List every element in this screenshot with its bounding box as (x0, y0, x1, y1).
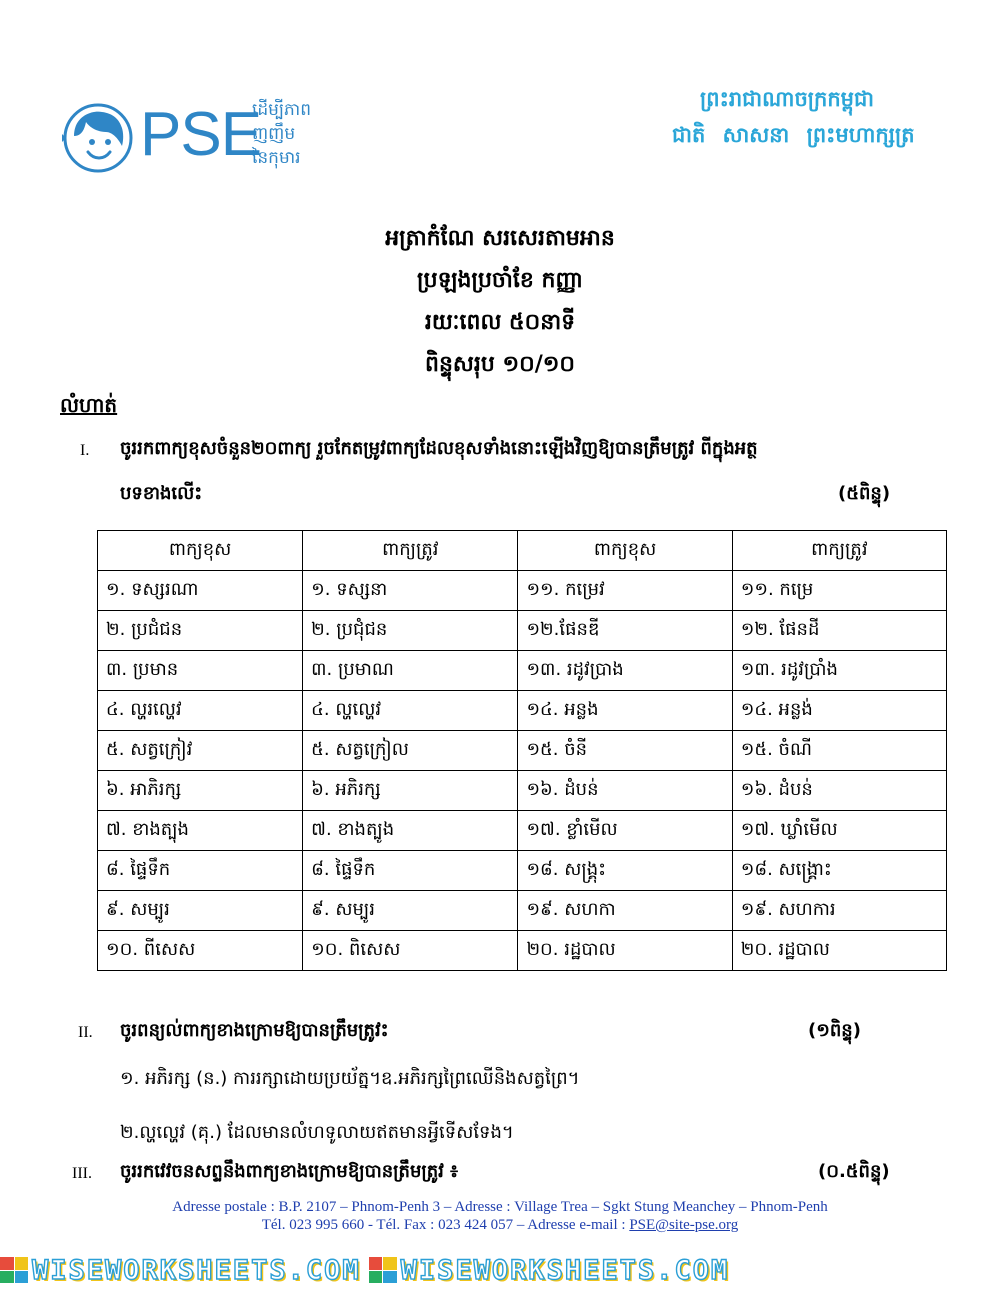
logo-tagline-line: នៃកុមារ (252, 148, 301, 168)
table-cell: ១៧. ខ្លាំមើល (518, 811, 732, 851)
table-cell: ១២. ផែនដី (732, 611, 946, 651)
footer-address: Adresse postale : B.P. 2107 – Phnom-Penh 3 – Adresse : Village Trea – Sgkt Stung Meanchey – Phnom-Penh (172, 1199, 828, 1215)
question-1-text-continued: បទខាងលើះ (120, 483, 203, 504)
question-2-number: II. (78, 1024, 93, 1041)
table-cell: ១១. កម្រេវ (518, 571, 732, 611)
column-header-wrong: ពាក្យខុស (98, 531, 303, 571)
badge-square (15, 1271, 29, 1284)
badge-square (383, 1271, 397, 1284)
question-3-points: (០.៥ពិន្ទុ) (818, 1161, 890, 1182)
table-cell: ៧. ខាងត្បូង (303, 811, 518, 851)
badge-square (15, 1257, 29, 1270)
table-row (98, 731, 947, 771)
table-cell: ៦. អភិរក្ស (303, 771, 518, 811)
table-cell: ៩. សម្បូរ (303, 891, 518, 931)
table-cell: ៤. ល្ហល្ហេវ (303, 691, 518, 731)
table-row (98, 891, 947, 931)
question-1-number: I. (80, 442, 90, 459)
pse-logo (62, 96, 312, 178)
exam-name: ប្រឡងប្រចាំខែ កញ្ញា (417, 268, 583, 293)
document-title: អត្រាកំណែ សរសេរតាមអាន (385, 226, 615, 251)
table-cell: ១៥. ចំណី (732, 731, 946, 771)
table-cell: ១១. កម្រេ (732, 571, 946, 611)
table-cell: ៥. សត្វក្រៀវ (98, 731, 303, 771)
exercise-heading: លំហាត់ (60, 393, 118, 417)
watermark-badge-icon (0, 1257, 28, 1283)
table-header-row (98, 531, 947, 571)
table-cell: ១. ទស្សរណា (98, 571, 303, 611)
question-1-points: (៥ពិន្ទុ) (838, 483, 891, 504)
column-header-wrong: ពាក្យខុស (518, 531, 732, 571)
table-cell: ៩. សម្បូរ (98, 891, 303, 931)
table-cell: ១២.ផែនឌី (518, 611, 732, 651)
logo-tagline (252, 98, 362, 170)
logo-tagline-line: ដើម្បីភាព (252, 100, 312, 120)
table-cell: ២. ប្រជំជន (98, 611, 303, 651)
logo-tagline-line: ញញឹម (252, 124, 296, 144)
watermark-item (0, 1255, 361, 1286)
question-1-text: ចូររកពាក្យខុសចំនួន២០ពាក្យ រួចកែតម្រូវពាក្យដែលខុសទាំងនោះឡើងវិញឱ្យបានត្រឹមត្រូវ ពីក្នុងអត្ថ (120, 438, 758, 459)
table-cell: ៥. សត្វក្រៀល (303, 731, 518, 771)
table-row (98, 651, 947, 691)
table-cell: ១៦. ដំបន់ (518, 771, 732, 811)
table-cell: ១៤. អន្លង (518, 691, 732, 731)
table-cell: ១៨. សង្គ្រោះ (732, 851, 946, 891)
table-cell: ១. ទស្សនា (303, 571, 518, 611)
table-cell: ២. ប្រជុំជន (303, 611, 518, 651)
badge-square (383, 1257, 397, 1270)
table-cell: ១៨. សង្គ្រុះ (518, 851, 732, 891)
table-cell: ១៩. សហកា (518, 891, 732, 931)
table-row (98, 811, 947, 851)
question-3-text: ចូររកវេវចនសព្ទនឹងពាក្យខាងក្រោមឱ្យបានត្រឹមត្រូវ ៖ (120, 1161, 459, 1182)
table-row (98, 931, 947, 971)
table-row (98, 771, 947, 811)
watermark-badge-icon (369, 1257, 397, 1283)
table-cell: ៨. ផ្ទៃទឹក (98, 851, 303, 891)
badge-square (0, 1271, 14, 1284)
table-row (98, 691, 947, 731)
child-face-icon (62, 102, 134, 174)
table-cell: ១០. ពិសេស (303, 931, 518, 971)
table-cell: ១៦. ដំបន់ (732, 771, 946, 811)
question-2-text: ចូរពន្យល់ពាក្យខាងក្រោមឱ្យបានត្រឹមត្រូវះ (120, 1020, 389, 1041)
table-cell: ៨. ផ្ទៃទឹក (303, 851, 518, 891)
footer-phone-fax: Tél. 023 995 660 - Tél. Fax : 023 424 057 – Adresse e-mail : (261, 1217, 630, 1233)
table-cell: ១០. ពីសេស (98, 931, 303, 971)
question-2-points: (១ពិន្ទុ) (808, 1020, 861, 1041)
table-cell: ១៣. រដូវប្រាង (518, 651, 732, 691)
question-2-answer-1: ១. អភិរក្ស (ន.) ការរក្សាដោយប្រយ័ត្ន។ឧ.អភិរក្សព្រៃឈើនិងសត្វព្រៃ។ (120, 1068, 580, 1089)
badge-square (369, 1271, 383, 1284)
column-header-correct: ពាក្យត្រូវ (303, 531, 518, 571)
badge-square (369, 1257, 383, 1270)
table-cell: ៣. ប្រមាន (98, 651, 303, 691)
table-cell: ១៧. ឃ្លាំមើល (732, 811, 946, 851)
total-score: ពិន្ទុសរុប ១០/១០ (425, 352, 575, 377)
table-cell: ១៥. ចំនី (518, 731, 732, 771)
table-cell: ១៣. រដូវប្រាំង (732, 651, 946, 691)
table-row (98, 571, 947, 611)
exam-duration: រយៈពេល ៥០នាទី (424, 310, 576, 335)
column-header-correct: ពាក្យត្រូវ (732, 531, 946, 571)
table-cell: ៣. ប្រមាណ (303, 651, 518, 691)
table-cell: ៤. ល្ហរល្ហេវ (98, 691, 303, 731)
question-2-answer-2: ២.ល្ហល្ហេវ (គុ.) ដែលមានលំហទូលាយឥតមានអ្វីទើសទែង។ (120, 1122, 514, 1143)
national-motto: ជាតិ សាសនា ព្រះមហាក្សត្រ (672, 123, 915, 147)
watermark-text: WISEWORKSHEETS.COM (400, 1254, 730, 1286)
question-3-number: III. (72, 1165, 92, 1182)
table-cell: ១៩. សហការ (732, 891, 946, 931)
watermark-item (369, 1255, 730, 1286)
word-correction-table (97, 530, 947, 971)
logo-wordmark: PSE (140, 100, 262, 169)
watermark-banner (0, 1252, 1000, 1288)
table-cell: ៦. អាភិរក្ស (98, 771, 303, 811)
footer-email-link[interactable]: PSE@site-pse.org (629, 1217, 739, 1233)
table-cell: ៧. ខាងត្បុង (98, 811, 303, 851)
badge-square (0, 1257, 14, 1270)
table-row (98, 851, 947, 891)
table-cell: ២០. រដ្ឋបាល (732, 931, 946, 971)
kingdom-title: ព្រះរាជាណាចក្រកម្ពុជា (700, 87, 875, 111)
footer-contact (0, 1217, 1000, 1234)
table-cell: ១៤. អន្លង់ (732, 691, 946, 731)
watermark-text: WISEWORKSHEETS.COM (32, 1254, 361, 1286)
table-cell: ២០. រដ្ឋបាល (518, 931, 732, 971)
table-row (98, 611, 947, 651)
